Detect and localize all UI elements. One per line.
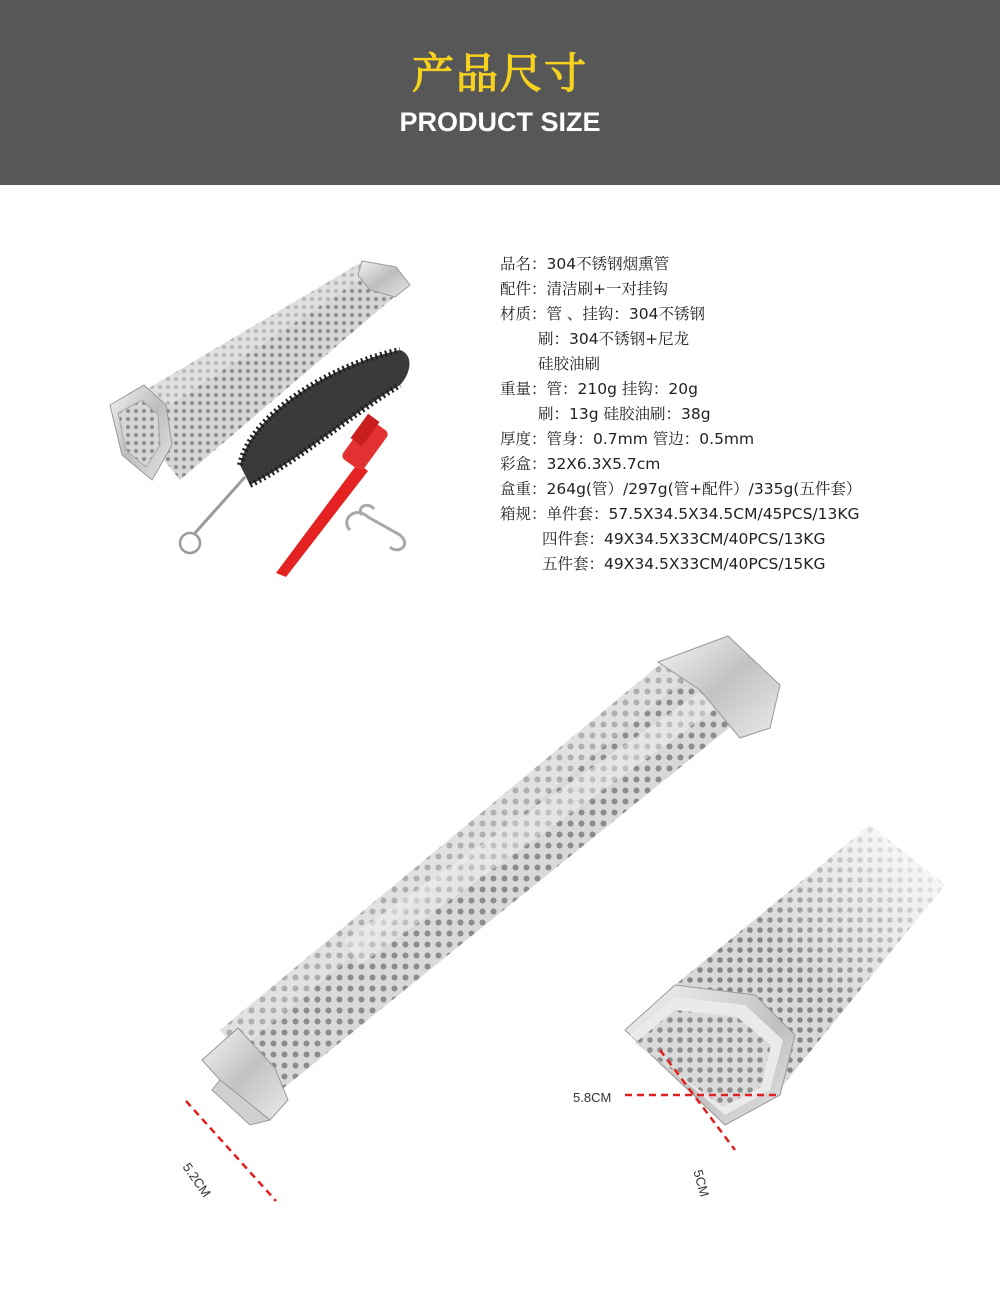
hooks: [347, 505, 405, 550]
length-dimension-line: [180, 1095, 290, 1215]
spec-weight: 重量：管：210g 挂钩：20g: [500, 380, 698, 398]
spec-list: [500, 252, 980, 577]
header-banner: [0, 0, 1000, 185]
product-set-image: [100, 255, 440, 585]
height-label: 5.8CM: [573, 1090, 612, 1105]
width-label: 5CM: [690, 1168, 713, 1199]
spec-weight-brush: 刷：13g 硅胶油刷：38g: [538, 405, 711, 423]
end-dimension-lines: [615, 1040, 795, 1160]
spec-box-weight: 盒重：264g(管）/297g(管+配件）/335g(五件套）: [500, 480, 862, 498]
spec-carton-five: 五件套：49X34.5X33CM/40PCS/15KG: [542, 555, 826, 573]
spec-thickness: 厚度：管身：0.7mm 管边：0.5mm: [500, 430, 755, 448]
spec-material-silicone: 硅胶油刷: [538, 355, 601, 373]
spec-accessories: 配件：清洁刷+一对挂钩: [500, 280, 668, 298]
page-title-en: PRODUCT SIZE: [399, 107, 601, 137]
spec-material: 材质：管 、挂钩：304不锈钢: [500, 305, 706, 323]
spec-material-brush: 刷：304不锈钢+尼龙: [538, 330, 690, 348]
spec-product-name: 品名：304不锈钢烟熏管: [500, 255, 670, 273]
spec-color-box: 彩盒：32X6.3X5.7cm: [500, 455, 661, 473]
spec-carton-single: 箱规：单件套：57.5X34.5X34.5CM/45PCS/13KG: [500, 505, 860, 523]
length-label: 5.2CM: [179, 1160, 214, 1200]
page-title-cn: 产品尺寸: [411, 49, 588, 98]
spec-carton-four: 四件套：49X34.5X33CM/40PCS/13KG: [542, 530, 826, 548]
